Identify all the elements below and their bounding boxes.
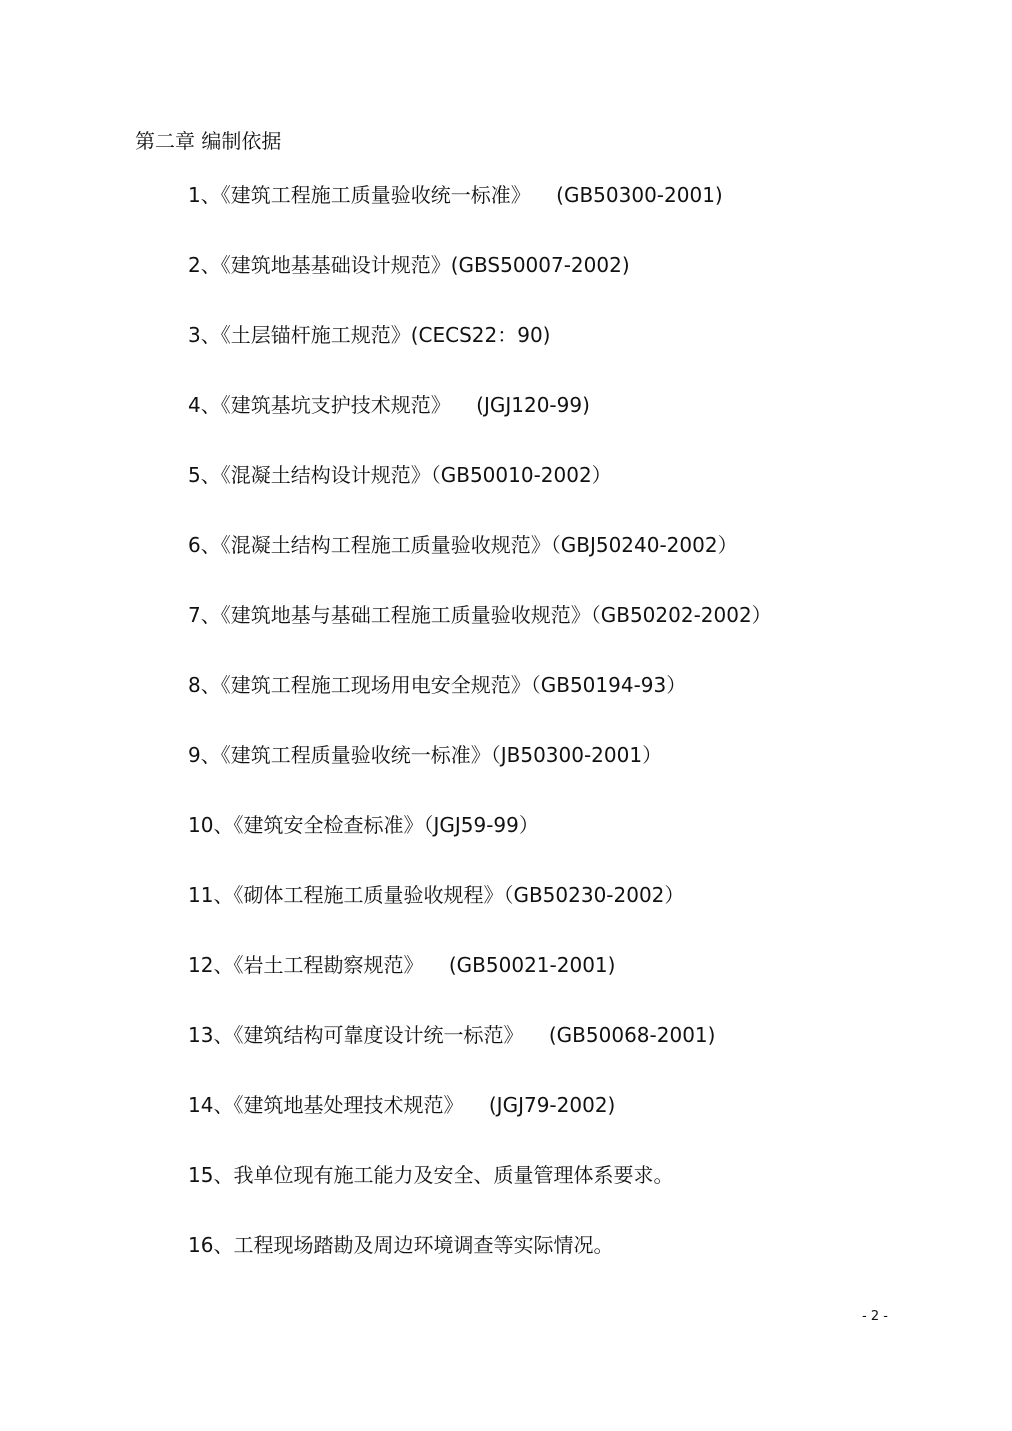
list-item: [188, 1228, 772, 1298]
list-item: [188, 1088, 772, 1158]
page-number: - 2 -: [862, 1309, 888, 1324]
reference-text: 10、《建筑安全检查标准》（JGJ59-99）: [188, 813, 539, 837]
reference-text: 1、《建筑工程施工质量验收统一标准》 (GB50300-2001): [188, 183, 723, 207]
list-item: [188, 1018, 772, 1088]
reference-text: 9、《建筑工程质量验收统一标准》（JB50300-2001）: [188, 743, 663, 767]
reference-text: 6、《混凝土结构工程施工质量验收规范》（GBJ50240-2002）: [188, 533, 738, 557]
list-item: [188, 458, 772, 528]
reference-text: 12、《岩土工程勘察规范》 (GB50021-2001): [188, 953, 616, 977]
list-item: [188, 318, 772, 388]
list-item: [188, 388, 772, 458]
list-item: [188, 248, 772, 318]
reference-text: 13、《建筑结构可靠度设计统一标范》 (GB50068-2001): [188, 1023, 716, 1047]
reference-text: 7、《建筑地基与基础工程施工质量验收规范》（GB50202-2002）: [188, 603, 772, 627]
reference-text: 3、《土层锚杆施工规范》(CECS22：90): [188, 323, 551, 347]
reference-text: 11、《砌体工程施工质量验收规程》（GB50230-2002）: [188, 883, 685, 907]
reference-text: 8、《建筑工程施工现场用电安全规范》（GB50194-93）: [188, 673, 687, 697]
list-item: [188, 1158, 772, 1228]
reference-text: 16、工程现场踏勘及周边环境调查等实际情况。: [188, 1233, 614, 1257]
reference-text: 4、《建筑基坑支护技术规范》 (JGJ120-99): [188, 393, 590, 417]
list-item: [188, 808, 772, 878]
reference-list: [188, 178, 772, 1298]
reference-text: 2、《建筑地基基础设计规范》(GBS50007-2002): [188, 253, 630, 277]
chapter-title: 第二章 编制依据: [135, 129, 282, 153]
list-item: [188, 878, 772, 948]
list-item: [188, 948, 772, 1018]
reference-text: 5、《混凝土结构设计规范》（GB50010-2002）: [188, 463, 612, 487]
list-item: [188, 668, 772, 738]
reference-text: 15、我单位现有施工能力及安全、质量管理体系要求。: [188, 1163, 674, 1187]
reference-text: 14、《建筑地基处理技术规范》 (JGJ79-2002): [188, 1093, 616, 1117]
list-item: [188, 738, 772, 808]
list-item: [188, 178, 772, 248]
list-item: [188, 528, 772, 598]
list-item: [188, 598, 772, 668]
